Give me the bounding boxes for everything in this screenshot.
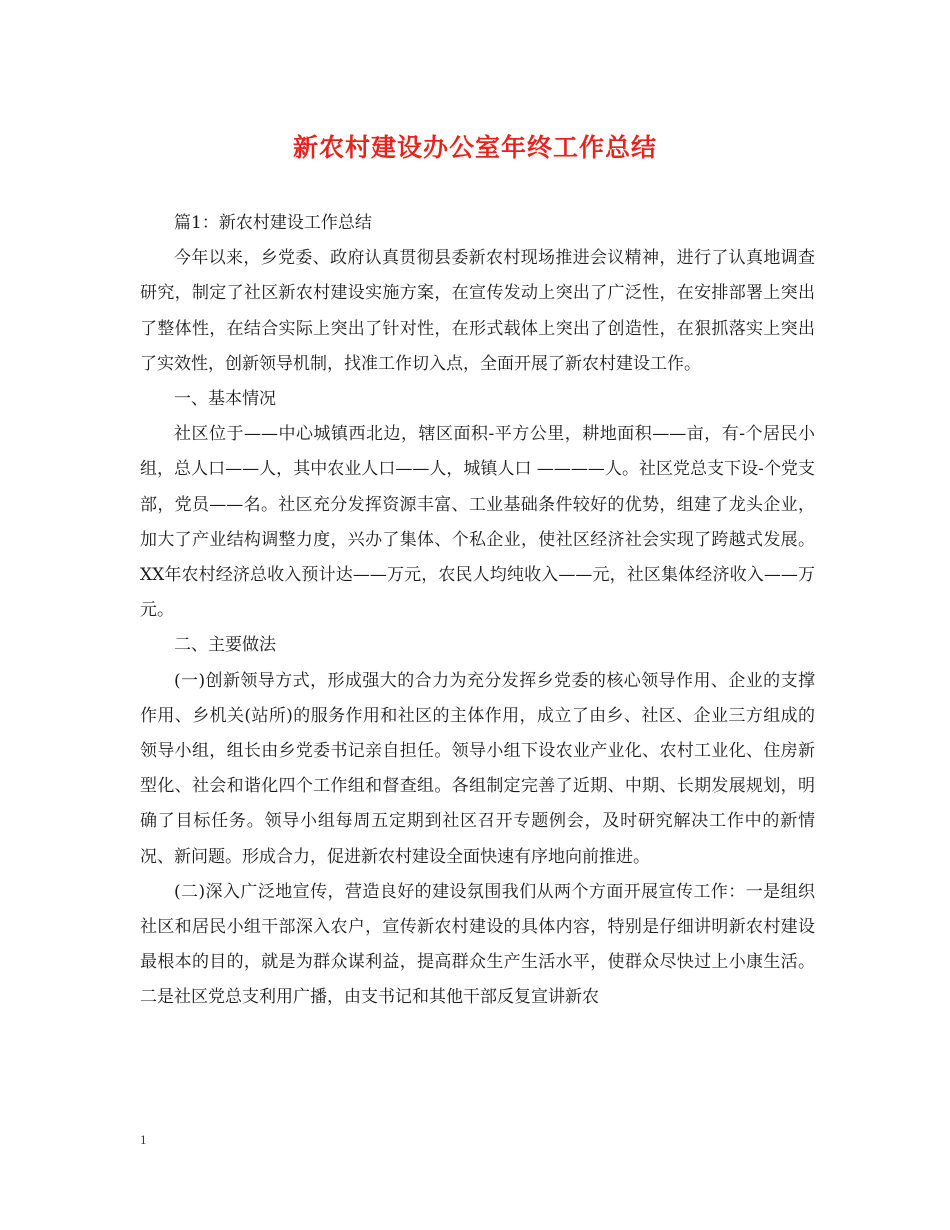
section-heading: 篇1：新农村建设工作总结 (174, 213, 372, 233)
section-heading: 二、主要做法 (174, 635, 276, 656)
page-number: 1 (140, 1132, 147, 1147)
paragraph: 今年以来，乡党委、政府认真贯彻县委新农村现场推进会议精神，进行了认真地调查研究，制定了社区新农村建设实施方案，在宣传发动上突出了广泛性，在安排部署上突出了整体性，在结合实际上突出了针对性，在形式载体上突出了创造性，在狠抓落实上突出了实效性，创新领导机制，找准工作切入点，全面开展了新农村建设工作。 (140, 248, 815, 374)
paragraph: (二)深入广泛地宣传，营造良好的建设氛围我们从两个方面开展宣传工作：一是组织社区和居民小组干部深入农户，宣传新农村建设的具体内容，特别是仔细讲明新农村建设最根本的目的，就是为群众谋利益，提高群众生产生活水平，使群众尽快过上小康生活。二是社区党总支利用广播，由支书记和其他干部反复宣讲新农 (140, 881, 815, 1008)
section-heading: 一、基本情况 (174, 389, 276, 410)
document-title: 新农村建设办公室年终工作总结 (292, 133, 657, 162)
paragraph: 社区位于——中心城镇西北边，辖区面积-平方公里，耕地面积——亩，有-个居民小组，总人口——人，其中农业人口——人，城镇人口 ————人。社区党总支下设-个党支部，党员——名。社区充分发挥资源丰富、工业基础条件较好的优势，组建了龙头企业，加大了产业结构调整力度，兴办了集体、个私企业，使社区经济社会实现了跨越式发展。XX年农村经济总收入预计达——万元，农民人均纯收入——元，社区集体经济收入——万元。 (140, 424, 815, 621)
document-body (140, 206, 815, 1016)
paragraph: (一)创新领导方式，形成强大的合力为充分发挥乡党委的核心领导作用、企业的支撑作用、乡机关(站所)的服务作用和社区的主体作用，成立了由乡、社区、企业三方组成的领导小组，组长由乡党委书记亲自担任。领导小组下设农业产业化、农村工业化、住房新型化、社会和谐化四个工作组和督查组。各组制定完善了近期、中期、长期发展规划，明确了目标任务。领导小组每周五定期到社区召开专题例会，及时研究解决工作中的新情况、新问题。形成合力，促进新农村建设全面快速有序地向前推进。 (140, 670, 815, 867)
